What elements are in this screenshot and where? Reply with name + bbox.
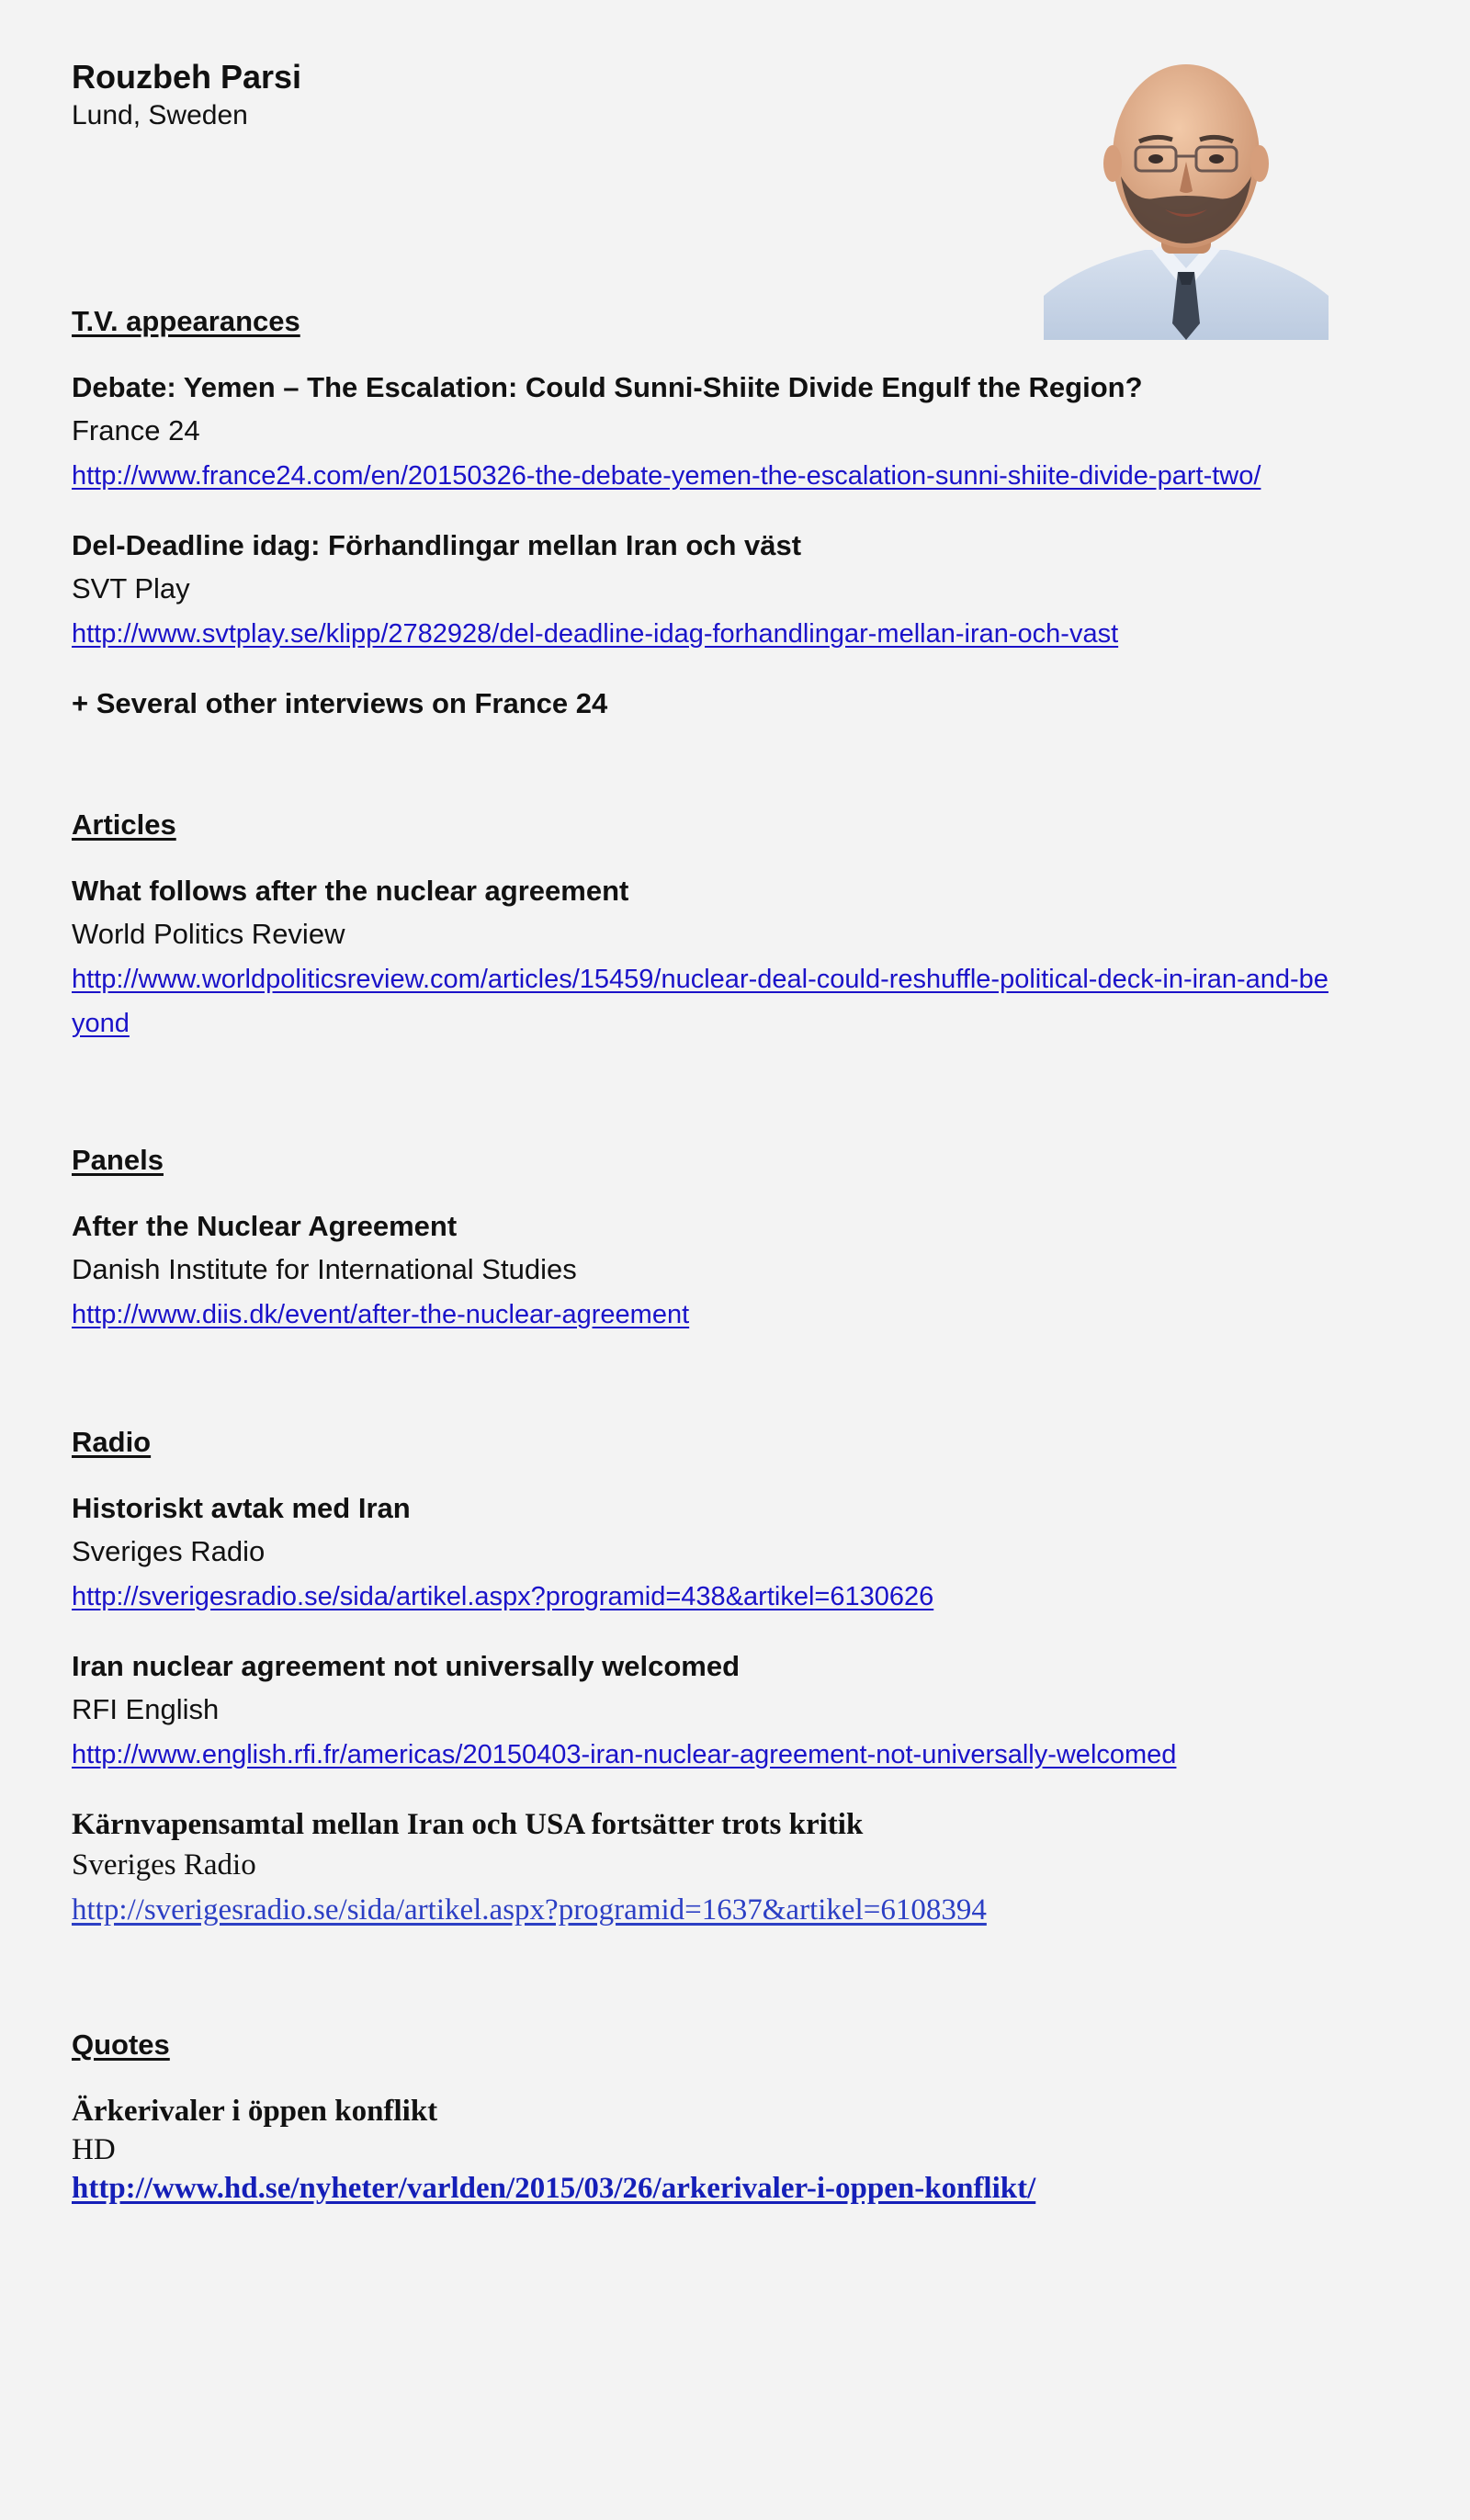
section-heading-tv: T.V. appearances	[72, 305, 300, 337]
profile-photo	[1044, 55, 1329, 340]
entry-title: Del-Deadline idag: Förhandlingar mellan Iran och väst	[72, 529, 802, 561]
section-heading-panels: Panels	[72, 1144, 164, 1176]
entry-source: Danish Institute for International Studies	[72, 1253, 577, 1285]
tv-entry	[72, 367, 1341, 498]
section-heading-articles: Articles	[72, 808, 176, 841]
section-radio	[72, 1424, 1341, 1935]
radio-entry	[72, 1646, 1341, 1777]
panel-entry	[72, 1206, 1341, 1337]
entry-source: RFI English	[72, 1693, 220, 1725]
entry-source: Sveriges Radio	[72, 1848, 256, 1882]
entry-link[interactable]: http://www.hd.se/nyheter/varlden/2015/03/26/arkerivaler-i-oppen-konflikt/	[72, 2172, 1036, 2205]
radio-entry	[72, 1488, 1341, 1619]
person-name: Rouzbeh Parsi	[72, 58, 302, 96]
entry-title: Iran nuclear agreement not universally welcomed	[72, 1650, 741, 1682]
article-entry	[72, 871, 1341, 1045]
entry-source: SVT Play	[72, 572, 190, 605]
entry-link[interactable]: http://www.english.rfi.fr/americas/20150403-iran-nuclear-agreement-not-universally-welcomed	[72, 1740, 1177, 1769]
entry-link[interactable]: http://www.diis.dk/event/after-the-nuclear-agreement	[72, 1300, 690, 1329]
entry-link[interactable]: http://www.worldpoliticsreview.com/articles/15459/nuclear-deal-could-reshuffle-political-deck-in-iran-and-beyond	[72, 965, 1329, 1038]
tv-entry	[72, 525, 1341, 656]
section-heading-radio: Radio	[72, 1426, 152, 1458]
entry-title: After the Nuclear Agreement	[72, 1210, 458, 1242]
tv-note: + Several other interviews on France 24	[72, 687, 608, 719]
quote-entry	[72, 2091, 1341, 2209]
entry-title: Kärnvapensamtal mellan Iran och USA fortsätter trots kritik	[72, 1808, 864, 1841]
entry-title: Historiskt avtak med Iran	[72, 1492, 411, 1524]
entry-link[interactable]: http://sverigesradio.se/sida/artikel.aspx?programid=1637&artikel=6108394	[72, 1893, 987, 1927]
person-location: Lund, Sweden	[72, 100, 248, 130]
section-quotes	[72, 2027, 1341, 2209]
entry-title: Debate: Yemen – The Escalation: Could Sunni-Shiite Divide Engulf the Region?	[72, 371, 1143, 403]
section-tv-appearances	[72, 303, 1341, 724]
entry-source: Sveriges Radio	[72, 1535, 266, 1567]
entry-title: Ärkerivaler i öppen konflikt	[72, 2095, 438, 2128]
entry-link[interactable]: http://sverigesradio.se/sida/artikel.aspx?programid=438&artikel=6130626	[72, 1582, 934, 1611]
entry-link[interactable]: http://www.svtplay.se/klipp/2782928/del-deadline-idag-forhandlingar-mellan-iran-och-vast	[72, 619, 1119, 649]
entry-source: HD	[72, 2133, 116, 2166]
radio-entry	[72, 1804, 1341, 1935]
section-heading-quotes: Quotes	[72, 2028, 170, 2061]
entry-source: World Politics Review	[72, 918, 345, 950]
section-panels	[72, 1142, 1341, 1337]
entry-source: France 24	[72, 414, 200, 446]
entry-title: What follows after the nuclear agreement	[72, 875, 629, 907]
entry-link[interactable]: http://www.france24.com/en/20150326-the-debate-yemen-the-escalation-sunni-shiite-divide-part-two/	[72, 461, 1261, 491]
section-articles	[72, 807, 1341, 1045]
profile-header	[72, 0, 1341, 303]
